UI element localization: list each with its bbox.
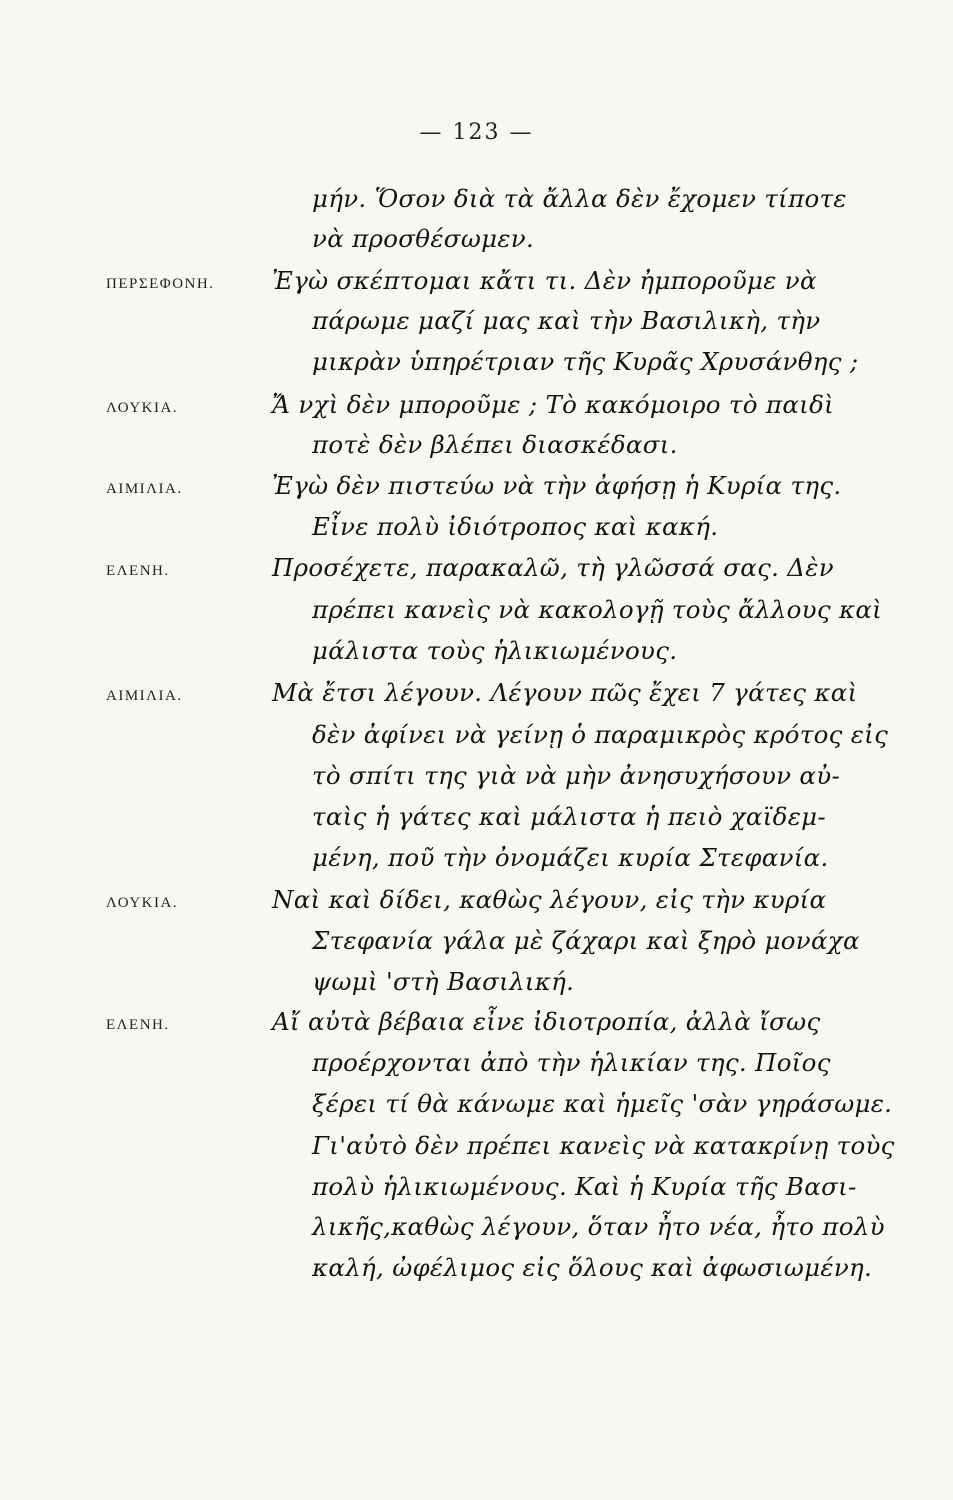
text-line: Ἐγὼ σκέπτομαι κἄτι τι. Δὲν ἠμποροῦμε νὰ: [272, 266, 817, 295]
text-line: τὸ σπίτι της γιὰ νὰ μὴν ἀνησυχήσουν αὐ-: [312, 761, 841, 790]
text-line: καλή, ὠφέλιμος εἰς ὅλους καὶ ἀφωσιωμένη.: [312, 1253, 873, 1282]
text-line: Εἶνε πολὺ ἰδιότροπος καὶ κακή.: [312, 512, 719, 541]
text-line: ψωμὶ 'στὴ Βασιλική.: [312, 967, 575, 996]
text-line: Ἐγὼ δὲν πιστεύω νὰ τὴν ἀφήσῃ ἡ Κυρία της.: [272, 471, 842, 500]
text-line: μάλιστα τοὺς ἡλικιωμένους.: [312, 636, 678, 665]
text-line: προέρχονται ἀπὸ τὴν ἡλικίαν της. Ποῖος: [312, 1048, 831, 1077]
text-line: Γι'αὐτὸ δὲν πρέπει κανεὶς νὰ κατακρίνῃ τοὺς: [312, 1131, 895, 1160]
text-line: μένη, ποῦ τὴν ὀνομάζει κυρία Στεφανία.: [312, 843, 829, 872]
text-line: λικῆς,καθὼς λέγουν, ὅταν ἦτο νέα, ἦτο πολὺ: [312, 1212, 885, 1241]
text-line: πολὺ ἡλικιωμένους. Καὶ ἡ Κυρία τῆς Βασι-: [312, 1172, 857, 1201]
page-number: — 123 —: [419, 120, 534, 145]
speaker-loukia: ΛΟΥΚΙΑ.: [106, 400, 179, 416]
text-line: νὰ προσθέσωμεν.: [312, 224, 535, 253]
speaker-eleni: ΕΛΕΝΗ.: [106, 1017, 170, 1033]
text-line: πρέπει κανεὶς νὰ κακολογῇ τοὺς ἄλλους καὶ: [312, 595, 883, 624]
speaker-aimilia: ΑΙΜΙΛΙΑ.: [106, 688, 183, 704]
text-line: Ἄ νχὶ δὲν μποροῦμε ; Τὸ κακόμοιρο τὸ παιδὶ: [272, 390, 835, 419]
text-line: Μὰ ἔτσι λέγουν. Λέγουν πῶς ἔχει 7 γάτες καὶ: [272, 678, 858, 707]
text-line: Ναὶ καὶ δίδει, καθὼς λέγουν, εἰς τὴν κυρία: [272, 885, 827, 914]
text-line: Αἴ αὐτὰ βέβαια εἶνε ἰδιοτροπία, ἀλλὰ ἴσως: [272, 1007, 821, 1036]
speaker-persefoni: ΠΕΡΣΕΦΟΝΗ.: [106, 276, 215, 292]
speaker-loukia: ΛΟΥΚΙΑ.: [106, 895, 179, 911]
text-line: ποτὲ δὲν βλέπει διασκέδασι.: [312, 430, 678, 459]
text-line: μήν. Ὅσον διὰ τὰ ἄλλα δὲν ἔχομεν τίποτε: [312, 184, 847, 213]
text-line: ταὶς ἡ γάτες καὶ μάλιστα ἡ πειὸ χαϊδεμ-: [312, 802, 826, 831]
text-line: δὲν ἀφίνει νὰ γείνῃ ὁ παραμικρὸς κρότος εἰς: [312, 720, 889, 749]
text-line: μικρὰν ὑπηρέτριαν τῆς Κυρᾶς Χρυσάνθης ;: [312, 347, 859, 376]
text-line: Προσέχετε, παρακαλῶ, τὴ γλῶσσά σας. Δὲν: [272, 553, 834, 582]
text-line: Στεφανία γάλα μὲ ζάχαρι καὶ ξηρὸ μονάχα: [312, 926, 860, 955]
text-line: ξέρει τί θὰ κάνωμε καὶ ἡμεῖς 'σὰν γηράσωμε.: [312, 1089, 893, 1118]
speaker-eleni: ΕΛΕΝΗ.: [106, 563, 170, 579]
speaker-aimilia: ΑΙΜΙΛΙΑ.: [106, 481, 183, 497]
text-line: πάρωμε μαζί μας καὶ τὴν Βασιλικὴ, τὴν: [312, 306, 821, 335]
